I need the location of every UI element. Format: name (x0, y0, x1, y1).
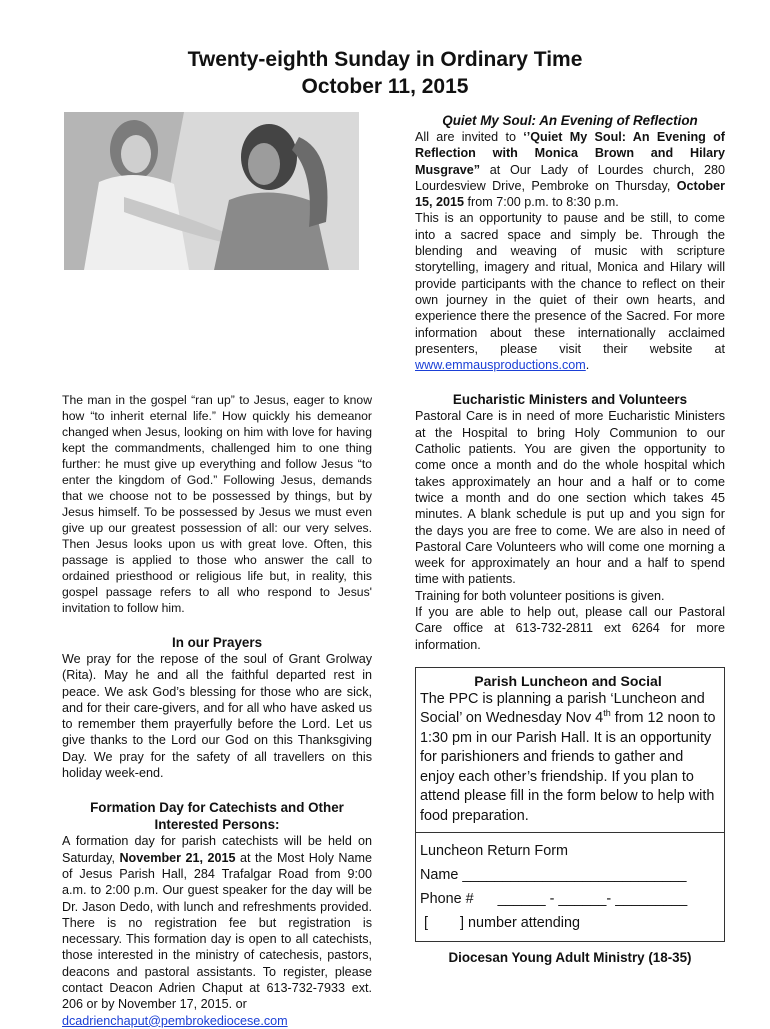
reflection-text-2 (415, 210, 725, 373)
formation-heading-line-2: Interested Persons: (154, 817, 280, 833)
form-title: Luncheon Return Form (420, 843, 568, 860)
youth-ministry-heading: Diocesan Young Adult Ministry (18-35) (448, 950, 692, 966)
eucharistic-contact-text: If you are able to help out, please call our Pastoral Care office at 613-732-2811 ext 6264 for more information. (415, 605, 725, 652)
reflection-event-name: ‘’Quiet My Soul: An Evening of Reflection with Monica Brown and Hilary Musgrave” (415, 130, 725, 177)
form-phone-field[interactable]: Phone # ______ - ______- _________ (420, 891, 688, 908)
luncheon-divider (416, 832, 724, 833)
luncheon-text-part-1: The PPC is planning a parish ‘Luncheon and Social’ on Wednesday Nov 4 (420, 690, 705, 727)
formation-text-part-1: A formation day for parish catechists will be held on Saturday, (62, 834, 372, 865)
formation-text-part-2: at the Most Holy Name of Jesus Parish Hall, 284 Trafalgar Road from 9:00 a.m. to 2:00 p.m. Our guest speaker for the day will be Dr. Jason Dedo, with lunch and refreshments provided. There is no registration fee but registration is necessary. This formation day is open to all catechists, those interested in the ministry of catechesis, pastors, deacons and pastoral assistants. To register, please contact Deacon Adrien Chaput at 613-732-7933 ext. 206 or by November 17, 2015. or (62, 850, 372, 1012)
left-column (62, 112, 372, 1029)
reflection-text (415, 129, 725, 210)
luncheon-box (415, 667, 725, 943)
eucharistic-heading: Eucharistic Ministers and Volunteers (452, 392, 688, 408)
luncheon-heading: Parish Luncheon and Social (474, 672, 662, 689)
formation-email-link[interactable]: dcadrienchaput@pembrokediocese.com (62, 1013, 288, 1028)
reflection-heading: Quiet My Soul: An Evening of Reflection (442, 113, 698, 128)
luncheon-text (420, 690, 716, 827)
formation-date: November 21, 2015 (119, 850, 236, 865)
reflection-text-part-3: from 7:00 p.m. to 8:30 p.m. (464, 195, 619, 210)
gospel-illustration (64, 112, 359, 270)
formation-text (62, 833, 372, 1029)
prayers-heading: In our Prayers (171, 635, 263, 650)
prayers-text: We pray for the repose of the soul of Grant Grolway (Rita). May he and all the faithful departed rest in peace. We ask God’s blessing for those who are sick, and for their care-givers, and for all who have asked us to remember them prayerfully before the Lord. Let us give thanks to the Lord our God on this Thanksgiving Day. We pray for the safety of all travellers on this holiday week-end. (62, 652, 372, 781)
formation-heading (62, 799, 372, 833)
gospel-reflection-text: The man in the gospel “ran up” to Jesus, eager to know how “to inherit eternal life.” How quickly his demeanor changed when Jesus, looking on him with love for having kept the commandments, challenged him to one thing further: he must give up everything and follow Jesus “to enter the kingdom of God.” Following Jesus, demands that we choose not to be possessed by things, but by Jesus himself. To be possessed by Jesus we must even give up our greatest possession of all: our very selves. Then Jesus looks upon us with great love. Often, this passage is applied to those who answer the call to ordained priesthood or religious life but, in reality, this gospel passage refers to all who respond to Jesus' invitation to follow him. (62, 393, 372, 615)
title-line-1: Twenty-eighth Sunday in Ordinary Time (187, 48, 583, 71)
form-attending-field[interactable]: [ ] number attending (420, 915, 580, 932)
luncheon-text-part-2: from 12 noon to 1:30 pm in our Parish Hall. It is an opportunity for parishioners and friends to gather and enjoy each other’s friendship. If you plan to attend please fill in the form below to help with food preparation. (420, 710, 716, 824)
luncheon-superscript: th (603, 708, 611, 719)
right-column (415, 112, 725, 965)
reflection-date: October 15, 2015 (415, 178, 725, 210)
reflection-description: This is an opportunity to pause and be still, to come into a sacred space and simply be. Through the blending and weaving of music with scripture storytelling, imagery and ritual, Monica and Hilary will provide participants with the chance to reflect on their own journey in the quiet of their own hearts, and experience there the presence of the Sacred. For more information about these internationally acclaimed presenters, please visit their website at (415, 211, 725, 356)
reflection-text-part-2: at Our Lady of Lourdes church, 280 Lourdesview Drive, Pembroke on Thursday, (415, 162, 725, 193)
reflection-text-part-1: All are invited to (415, 130, 524, 144)
formation-heading-line-1: Formation Day for Catechists and Other (90, 800, 344, 816)
eucharistic-training-text: Training for both volunteer positions is given. (415, 588, 665, 603)
eucharistic-text: Pastoral Care is in need of more Eucharistic Ministers at the Hospital to bring Holy Communion to our Catholic patients. You are given the opportunity to come once a month and do the whole hospital which takes approximately an hour and a half or to come twice a month and do one section which takes 45 minutes. A blank schedule is put up and you sign for the days you are free to come. We are also in need of Pastoral Care Volunteers who will come one morning a week for approximately an hour and a half to spend time with patients. (415, 409, 725, 587)
title-line-2: October 11, 2015 (301, 75, 469, 98)
form-name-field[interactable]: Name ____________________________ (420, 867, 687, 884)
reflection-end: . (585, 358, 590, 373)
page-title (0, 46, 770, 100)
reflection-website-link[interactable]: www.emmausproductions.com (415, 358, 586, 373)
